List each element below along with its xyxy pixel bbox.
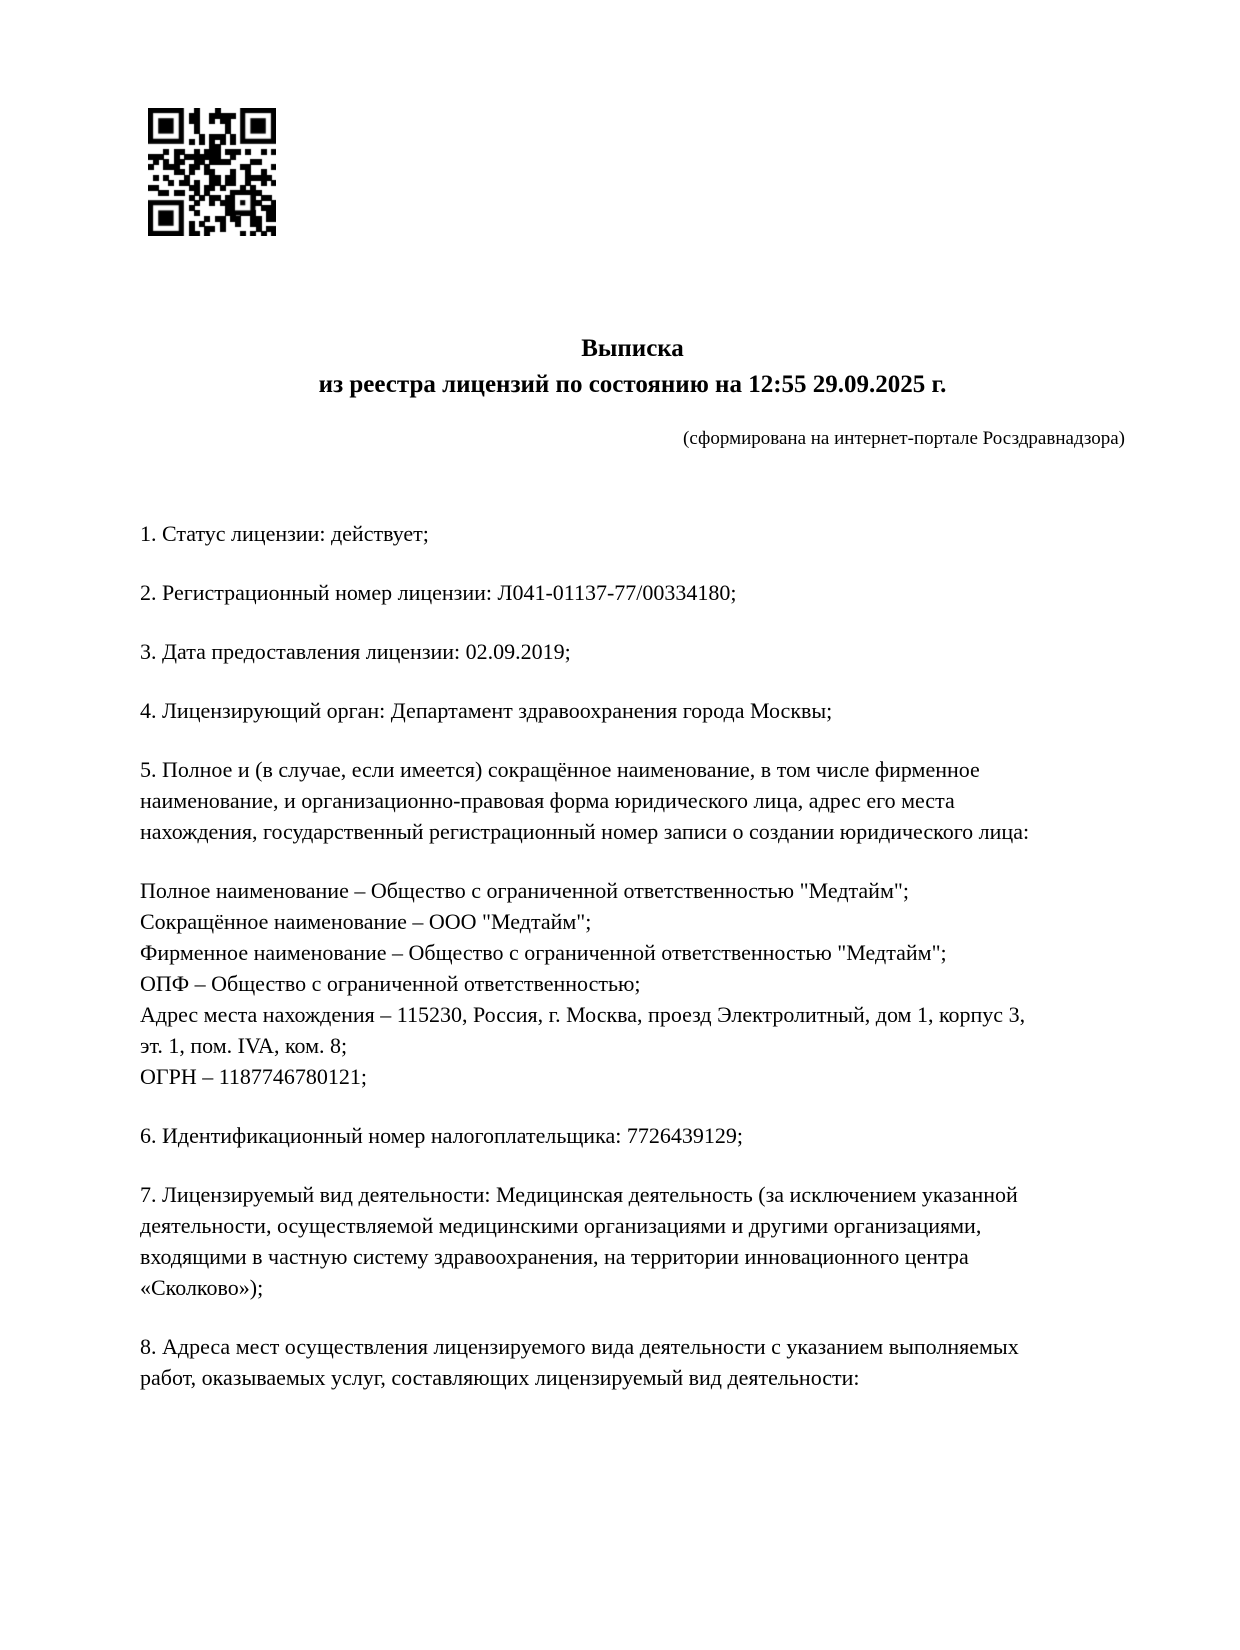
- organization-details-paragraph: Полное наименование – Общество с ограниченной ответственностью "Медтайм"; Сокращённое наименование – ООО "Медтайм"; Фирменное наименование – Общество с ограниченной ответственностью "Медтайм"; ОПФ – Общество с ограниченной ответственностью; Адрес места нахождения – 115230, Россия, г. Москва, проезд Электролитный, дом 1, корпус 3, эт. 1, пом. IVA, ком. 8; ОГРН – 1187746780121;: [140, 878, 1026, 1089]
- document-subtitle: (сформирована на интернет-портале Росздравнадзора): [683, 428, 1125, 449]
- license-registration-number-paragraph: 2. Регистрационный номер лицензии: Л041-01137-77/00334180;: [140, 580, 737, 605]
- document-title: Выписка из реестра лицензий по состоянию на 12:55 29.09.2025 г.: [318, 335, 947, 398]
- license-status-paragraph: 1. Статус лицензии: действует;: [140, 521, 429, 546]
- licensed-activity-paragraph: 7. Лицензируемый вид деятельности: Медицинская деятельность (за исключением указанной деятельности, осуществляемой медицинскими организациями и другими организациями, входящими в частную систему здравоохранения, на территории инновационного центра «Сколково»);: [140, 1182, 1018, 1300]
- document-body: [140, 518, 1130, 1421]
- qr-code-icon: [148, 108, 276, 236]
- activity-addresses-paragraph: 8. Адреса мест осуществления лицензируемого вида деятельности с указанием выполняемых работ, оказываемых услуг, составляющих лицензируемый вид деятельности:: [140, 1334, 1019, 1390]
- taxpayer-id-paragraph: 6. Идентификационный номер налогоплательщика: 7726439129;: [140, 1123, 743, 1148]
- license-grant-date-paragraph: 3. Дата предоставления лицензии: 02.09.2019;: [140, 639, 571, 664]
- organization-info-heading-paragraph: 5. Полное и (в случае, если имеется) сокращённое наименование, в том числе фирменное наименование, и организационно-правовая форма юридического лица, адрес его места нахождения, государственный регистрационный номер записи о создании юридического лица:: [140, 757, 1030, 844]
- licensing-authority-paragraph: 4. Лицензирующий орган: Департамент здравоохранения города Москвы;: [140, 698, 833, 723]
